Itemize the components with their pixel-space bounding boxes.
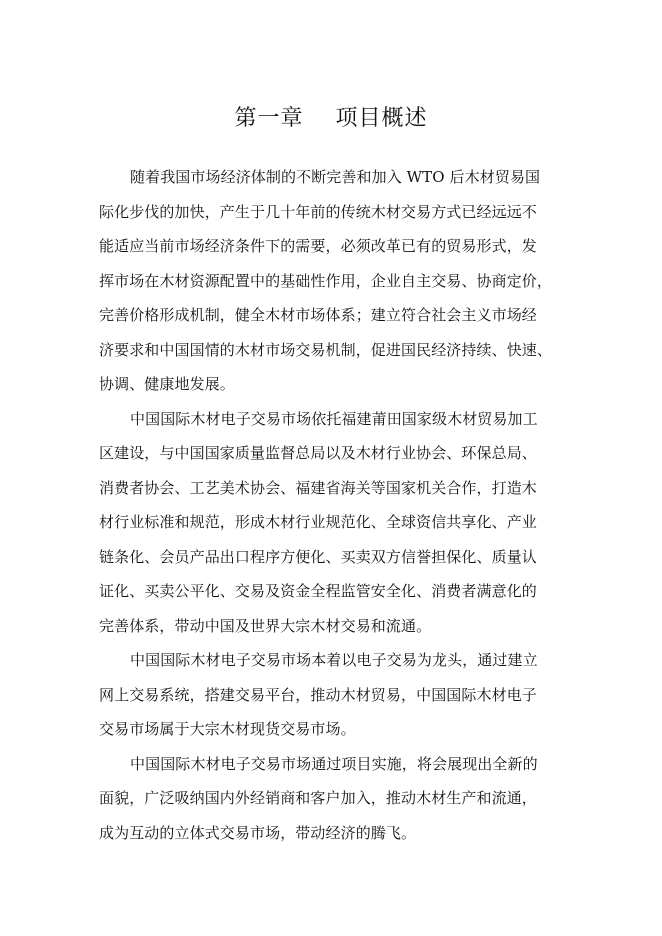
- paragraph-line: 济要求和中国国情的木材市场交易机制，促进国民经济持续、快速、: [99, 340, 553, 359]
- paragraph-line: 链条化、会员产品出口程序方便化、买卖双方信誉担保化、质量认: [99, 547, 537, 566]
- paragraph-line: 材行业标准和规范，形成木材行业规范化、全球资信共享化、产业: [99, 513, 537, 531]
- paragraph-line: 完善体系，带动中国及世界大宗木材交易和流通。: [99, 616, 432, 635]
- paragraph-line: 能适应当前市场经济条件下的需要，必须改革已有的贸易形式，发: [99, 237, 537, 255]
- paragraph-4: [99, 747, 559, 851]
- paragraph-line: 际化步伐的加快，产生于几十年前的传统木材交易方式已经远远不: [99, 202, 537, 221]
- paragraph-line: 协调、健康地发展。: [99, 375, 235, 393]
- chapter-title: 第一章 项目概述: [234, 106, 428, 131]
- paragraph-line: 面貌，广泛吸纳国内外经销商和客户加入，推动木材生产和流通，: [99, 789, 537, 807]
- paragraph-line: 区建设，与中国国家质量监督总局以及木材行业协会、环保总局、: [99, 444, 537, 462]
- paragraph-line: 中国国际木材电子交易市场本着以电子交易为龙头，通过建立: [130, 651, 538, 669]
- paragraph-line: 挥市场在木材资源配置中的基础性作用，企业自主交易、协商定价，: [99, 271, 553, 290]
- paragraph-1: [99, 160, 559, 402]
- paragraph-line: 交易市场属于大宗木材现货交易市场。: [99, 720, 356, 738]
- paragraph-line: 中国国际木材电子交易市场通过项目实施，将会展现出全新的: [130, 754, 538, 773]
- paragraph-line: 随着我国市场经济体制的不断完善和加入 WTO 后木材贸易国: [130, 168, 541, 186]
- paragraph-line: 证化、买卖公平化、交易及资金全程监管安全化、消费者满意化的: [99, 582, 537, 600]
- paragraph-2: [99, 402, 559, 644]
- document-body: [99, 160, 559, 850]
- paragraph-line: 网上交易系统，搭建交易平台，推动木材贸易，中国国际木材电子: [99, 685, 537, 704]
- paragraph-line: 中国国际木材电子交易市场依托福建莆田国家级木材贸易加工: [130, 409, 538, 428]
- paragraph-3: [99, 643, 559, 747]
- paragraph-line: 消费者协会、工艺美术协会、福建省海关等国家机关合作，打造木: [99, 478, 537, 497]
- paragraph-line: 成为互动的立体式交易市场，带动经济的腾飞。: [99, 823, 417, 842]
- paragraph-line: 完善价格形成机制，健全木材市场体系；建立符合社会主义市场经: [99, 306, 537, 324]
